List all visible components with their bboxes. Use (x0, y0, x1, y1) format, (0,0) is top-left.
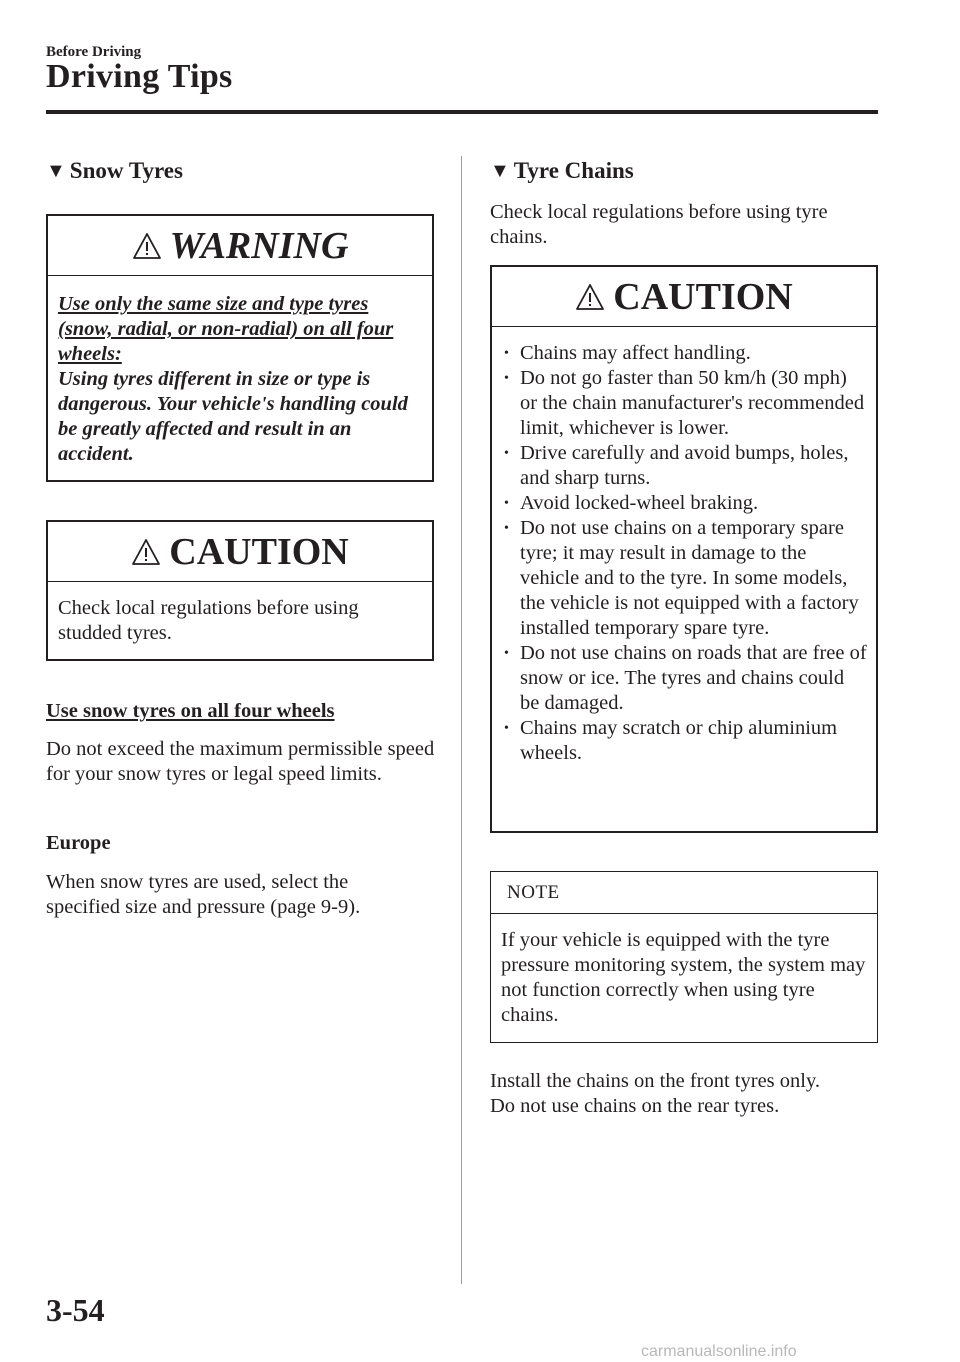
list-item: • Do not use chains on roads that are free of snow or ice. The tyres and chains could be damaged. (492, 641, 868, 716)
header-rule (46, 110, 878, 114)
warning-triangle-icon (575, 283, 605, 311)
section-heading-snow-tyres (46, 158, 183, 184)
note-box (490, 871, 878, 1043)
paragraph-outro-1: Install the chains on the front tyres only. (490, 1070, 821, 1092)
list-item: • Avoid locked-wheel braking. (492, 491, 868, 516)
warning-emphasis: Use only the same size and type tyres (snow, radial, or non-radial) on all four wheels: (58, 293, 394, 365)
subheading-all-four-wheels: Use snow tyres on all four wheels (46, 700, 335, 722)
warning-body (48, 276, 432, 467)
list-item: • Do not go faster than 50 km/h (30 mph) or the chain manufacturer's recommended limit, whichever is lower. (492, 366, 868, 441)
list-item: • Chains may scratch or chip aluminium wheels. (492, 716, 868, 766)
paragraph-outro-2: Do not use chains on the rear tyres. (490, 1095, 780, 1117)
paragraph-europe: When snow tyres are used, select the specified size and pressure (page 9-9). (46, 871, 361, 918)
caution-list (492, 341, 868, 766)
subheading-europe: Europe (46, 832, 111, 854)
note-body: If your vehicle is equipped with the tyre pressure monitoring system, the system may not function correctly when using tyre chains. (501, 929, 866, 1026)
section-heading-text: Tyre Chains (513, 158, 634, 183)
warning-label: WARNING (169, 224, 349, 267)
note-label: NOTE (491, 872, 877, 914)
page-title: Driving Tips (46, 58, 233, 95)
triangle-down-icon: ▼ (490, 160, 510, 182)
caution-body (492, 327, 876, 766)
chapter-label: Before Driving (46, 44, 142, 60)
list-item: • Do not use chains on a temporary spare tyre; it may result in damage to the vehicle and to the tyre. In some models, the vehicle is not equipped with a factory installed temporary spare tyre. (492, 516, 868, 641)
caution-header (48, 522, 432, 582)
paragraph-speed: Do not exceed the maximum permissible speed for your snow tyres or legal speed limits. (46, 738, 435, 785)
section-heading-tyre-chains (490, 158, 634, 184)
caution-header (492, 267, 876, 327)
page-number: 3-54 (46, 1292, 105, 1328)
warning-triangle-icon (132, 232, 162, 260)
column-divider (461, 156, 462, 1284)
warning-header (48, 216, 432, 276)
triangle-down-icon: ▼ (46, 160, 66, 182)
warning-box (46, 214, 434, 482)
caution-body: Check local regulations before using studded tyres. (58, 597, 359, 644)
list-item: • Drive carefully and avoid bumps, holes, and sharp turns. (492, 441, 868, 491)
paragraph-intro: Check local regulations before using tyre chains. (490, 201, 828, 248)
section-heading-text: Snow Tyres (69, 158, 183, 183)
caution-label: CAUTION (169, 530, 349, 573)
caution-box-chains (490, 265, 878, 833)
watermark: carmanualsonline.info (641, 1343, 797, 1360)
warning-text: Using tyres different in size or type is dangerous. Your vehicle's handling could be greatly affected and result in an accident. (58, 368, 408, 465)
caution-label: CAUTION (613, 275, 793, 318)
caution-box-studded (46, 520, 434, 661)
warning-triangle-icon (131, 538, 161, 566)
list-item: • Chains may affect handling. (492, 341, 868, 366)
